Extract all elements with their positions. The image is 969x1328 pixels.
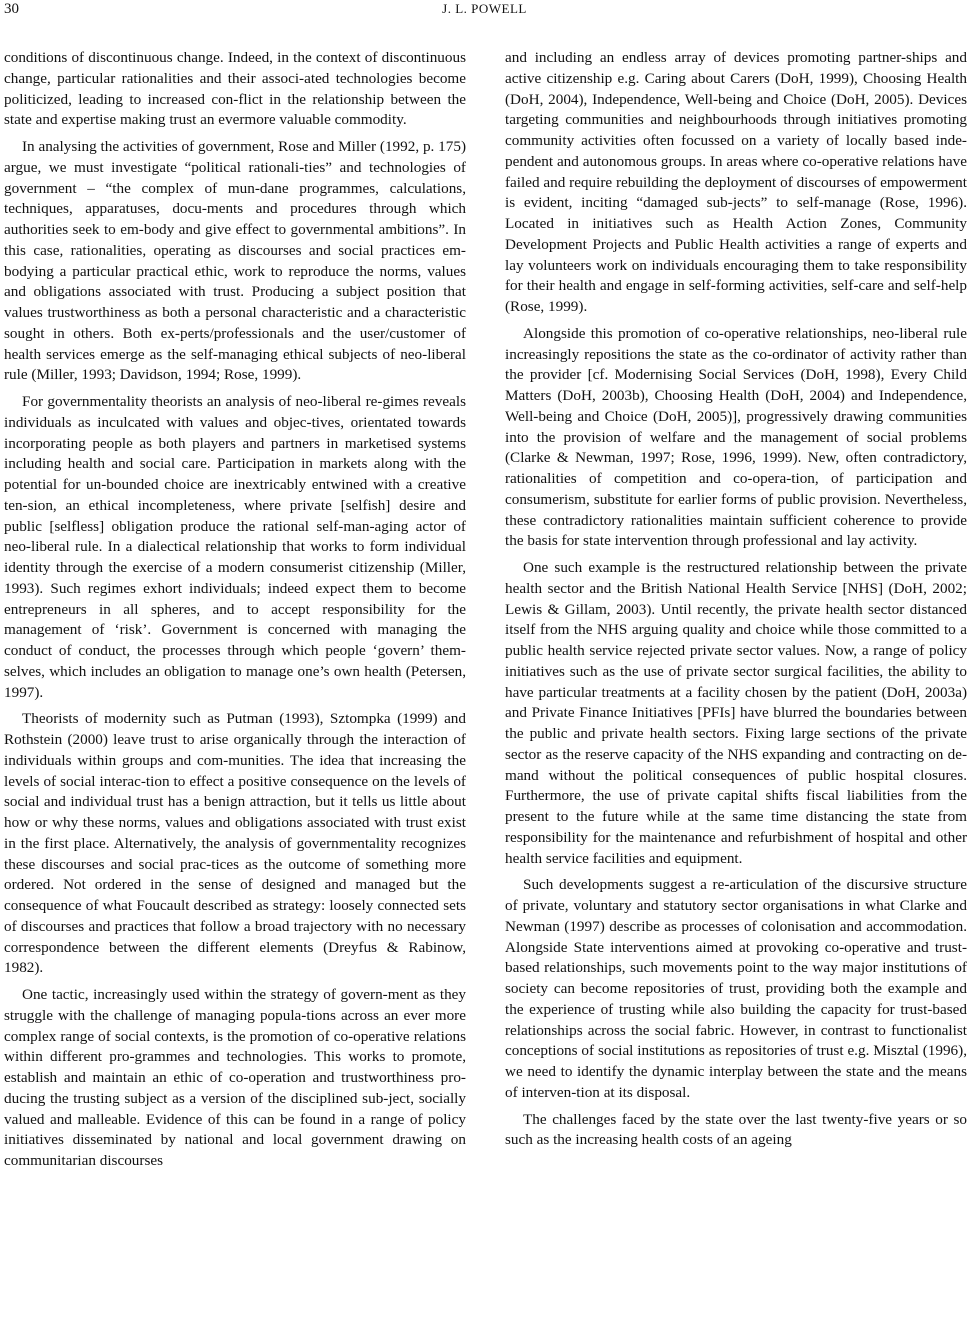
paragraph: The challenges faced by the state over the last twenty-five years or so such as the increasing health costs of an ageing <box>505 1110 967 1149</box>
page-number: 30 <box>4 1 19 17</box>
paragraph: In analysing the activities of government, Rose and Miller (1992, p. 175) argue, we must investigate “political rationali-ties” and technologies of government – “the complex of mun-dane programmes, calculations, techniques, apparatuses, docu-ments and procedures through which authorities seek to em-body and give effect to governmental ambitions”. In this case, rationalities, operating as discourses and social practices em-bodying a particular practical ethic, work to reproduce the norms, values and obligations associated with trust. Producing a subject position that values trustworthiness as both a personal characteristic and a characteristic sought in others. Both ex-perts/professionals and the user/customer of health services emerge as the self-managing ethical subjects of neo-liberal rule (Miller, 1993; Davidson, 1994; Rose, 1999). <box>4 138 466 384</box>
left-column <box>4 48 466 1178</box>
paragraph: For governmentality theorists an analysis of neo-liberal re-gimes reveals individuals as inculcated with values and objec-tives, orientated towards incorporating people as both players and partners in marketised systems including health and social care. Participation in markets along with the potential for un-bounded choice are inextricably entwined with a creative ten-sion, an ethical incompleteness, where private [selfish] desire and public [selfless] obligation produce the rational self-man-aging actor of neo-liberal rule. In a dialectical relationship that works to form individual identity through the exercise of a modern consumerist citizenship (Miller, 1993). Such regimes exhort individuals; indeed expect them to become entrepreneurs in all spheres, and to accept responsibility for the management of ‘risk’. Government is concerned with managing the conduct of conduct, the processes through which people ‘govern’ them-selves, which includes an obligation to manage one’s own health (Petersen, 1997). <box>4 393 466 701</box>
paragraph: conditions of discontinuous change. Indeed, in the context of discontinuous change, particular rationalities and their associ-ated technologies become politicized, leading to increased con-flict in the relationship between the state and expertise making trust an evermore valuable commodity. <box>4 49 466 129</box>
running-head: J. L. POWELL <box>442 1 527 16</box>
paragraph: Theorists of modernity such as Putman (1993), Sztompka (1999) and Rothstein (2000) leave trust to arise organically through the interaction of individuals within groups and com-munities. The idea that increasing the levels of social interac-tion to effect a positive consequence on the levels of social and individual trust has a benign attraction, but it tells us little about how or why these norms, values and obligations associated with trust exist in the first place. Alternatively, the analysis of governmentality recognizes these discourses and social prac-tices as the outcome of something more ordered. Not ordered in the sense of designed and managed but the consequence of what Foucault described as strategy: loosely connected sets of discourses and practices that follow a broad trajectory with no necessary correspondence between the different elements (Dreyfus & Rabinow, 1982). <box>4 710 466 977</box>
right-column <box>505 48 967 1157</box>
paragraph: One such example is the restructured relationship between the private health sector and the British National Health Service [NHS] (DoH, 2002; Lewis & Gillam, 2003). Until recently, the private health sector distanced itself from the NHS arguing quality and choice while those committed to a public health service rejected private sector values. Now, a range of policy initiatives such as the use of private sector surgical facilities, the ability to have particular treatments at a facility chosen by the patient (DoH, 2003a) and Private Finance Initiatives [PFIs] have blurred the boundaries between the public and private health sectors. Fixing large sections of the private sector as the reserve capacity of the NHS expanding and contracting on de-mand without the political consequences of public hospital closures. Furthermore, the use of private capital shifts fiscal liabilities from the present to the future while at the same time distancing the state from responsibility for the maintenance and refurbishment of hospital and other health service facilities and equipment. <box>505 559 967 867</box>
paragraph: Such developments suggest a re-articulation of the discursive structure of private, voluntary and statutory sector organisations in what Clarke and Newman (1997) describe as processes of colonisation and accommodation. Alongside State interventions aimed at provoking co-operative and trust-based relationships, such movements point to the way major institutions of society can become repositories of trust, providing both the example and the experience of trusting while also building the capacity for trust-based relationships across the social fabric. However, in contrast to functionalist conceptions of social institutions as repositories of trust e.g. Misztal (1996), we need to identify the dynamic interplay between the state and the means of interven-tion at its disposal. <box>505 876 967 1101</box>
paragraph: and including an endless array of devices promoting partner-ships and active citizenship e.g. Caring about Carers (DoH, 1999), Choosing Health (DoH, 2004), Independence, Well-being and Choice (DoH, 2005). Devices targeting communities and neighbourhoods through initiatives promoting community activities often focussed on a variety of locally based inde-pendent and autonomous groups. In areas where co-operative relations have failed and require rebuilding the deployment of discourses of empowerment is evident, inciting “damaged sub-jects” to self-manage (Rose, 1996). Located in initiatives such as Health Action Zones, Community Development Projects and Public Health activities a range of experts and lay volunteers work on individuals encouraging them to take responsibility for their health and engage in self-forming activities, self-care and self-help (Rose, 1999). <box>505 49 967 315</box>
paragraph: One tactic, increasingly used within the strategy of govern-ment as they struggle with the challenge of managing popula-tions across an ever more complex range of social contexts, is the promotion of co-operative relations within different pro-grammes and technologies. This works to promote, establish and maintain an ethic of co-operation and trustworthiness pro-ducing the trusting subject as a version of the disciplined sub-ject, socially valued and malleable. Evidence of this can be found in a range of policy initiatives disseminated by national and local government drawing on communitarian discourses <box>4 986 466 1169</box>
page-header <box>0 0 969 30</box>
paragraph: Alongside this promotion of co-operative relationships, neo-liberal rule increasingly repositions the state as the co-ordinator of activity rather than the provider [cf. Modernising Social Services (DoH, 1998), Every Child Matters (DoH, 2003b), Choosing Health (DoH, 2004) and Independence, Well-being and Choice (DoH, 2005)], progressively drawing communities into the provision of welfare and the management of social problems (Clarke & Newman, 1997; Rose, 1996, 1999). New, often contradictory, rationalities of competition and co-opera-tion, of participation and consumerism, substitute for earlier forms of public provision. Nevertheless, these contradictory rationalities maintain sufficient coherence to provide the basis for state intervention through professional and lay activity. <box>505 324 967 550</box>
